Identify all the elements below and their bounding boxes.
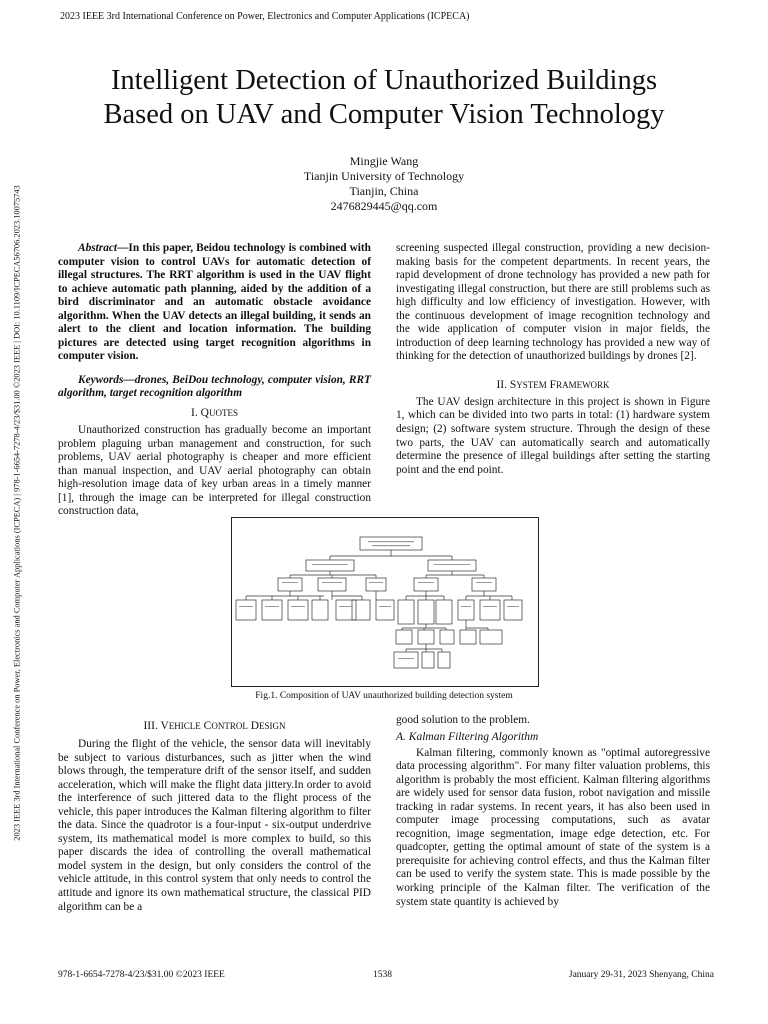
section-3-heading: III. VEHICLE CONTROL DESIGN <box>143 720 286 732</box>
section-1-heading: I. QUOTES <box>191 407 238 420</box>
right-column-bottom <box>396 714 710 909</box>
keywords-label: Keywords <box>78 373 124 386</box>
section-2-text: The UAV design architecture in this project is shown in Figure 1, which can be divided into two parts in total: (1) hardware system design; (2) software system structure. Through the design of these two parts, the UAV can automatically search and automatically determine the presence of illegal buildings after setting the starting point and the end point. <box>396 395 710 476</box>
abstract-label: Abstract <box>78 242 118 254</box>
figure-1-frame <box>231 517 539 687</box>
footer-isbn: 978-1-6654-7278-4/23/$31.00 ©2023 IEEE <box>58 970 225 980</box>
section-3-text: During the flight of the vehicle, the sensor data will inevitably be subject to various disturbances, such as jitter when the wind blows through, the temperature drift of the sensor itself, and sudden acceleration, which will make the flight data jittery.In order to avoid the interference of such jittered data to the flight process of the vehicle, this paper introduces the Kalman filtering algorithm to filter the data. Since the quadrotor is a four-input - six-output underdrive system, its mathematical model is more complex to build, so this paper discards the idea of controlling the overall mathematical model system in the design, but only considers the control of the vehicle attitude, in this control system that only needs to control the attitude and ignore its own mathematical structure, the classical PID algorithm can be a <box>58 738 371 913</box>
quotes-continuation: screening suspected illegal construction, providing a new decision-making basis for the competent departments. In recent years, the rapid development of drone technology has provided a new path for investigating illegal construction, but there are still problems such as high difficulty and low efficiency of investigation. However, with the continuous development of image recognition technology and the wide application of computer vision in major fields, the introduction of deep learning technology has provided a new way of thinking for the detection of unauthorized buildings by drones [2]. <box>396 242 710 363</box>
title-line-2: Based on UAV and Computer Vision Technology <box>103 99 665 130</box>
author-email: 2476829445@qq.com <box>330 199 438 213</box>
footer-page-number: 1538 <box>373 970 392 980</box>
left-column-bottom <box>58 719 371 914</box>
doi-sidebar <box>12 130 22 895</box>
right-column-top <box>396 242 710 477</box>
keywords <box>58 374 371 401</box>
figure-1-diagram <box>232 518 538 686</box>
paper-title <box>40 64 728 132</box>
keywords-text: —drones, BeiDou technology, computer vision, RRT algorithm, target recognition algorithm <box>58 373 371 400</box>
subsection-a-heading: A. Kalman Filtering Algorithm <box>396 730 539 743</box>
section-1-text: Unauthorized construction has gradually become an important problem plaguing urban management and construction, for such problems, UAV aerial photography is cheaper and more efficient than manual inspection, and UAV aerial photography can obtain high-resolution image data of key urban areas in a timely manner [1], through the image can be interpreted for illegal construction construction data, <box>58 424 371 518</box>
author-city: Tianjin, China <box>349 184 419 198</box>
section-2-heading: II. SYSTEM FRAMEWORK <box>496 378 610 391</box>
title-line-1: Intelligent Detection of Unauthorized Buildings <box>110 65 658 96</box>
author-block <box>40 154 728 214</box>
abstract <box>58 242 371 364</box>
author-affiliation: Tianjin University of Technology <box>303 169 465 183</box>
figure-1-caption: Fig.1. Composition of UAV unauthorized building detection system <box>255 691 513 701</box>
pid-continuation: good solution to the problem. <box>396 714 530 726</box>
conference-header: 2023 IEEE 3rd International Conference on Power, Electronics and Computer Applications (ICPECA) <box>60 11 470 22</box>
subsection-a-text: Kalman filtering, commonly known as "optimal autoregressive data processing algorithm". For many filter valuation problems, this algorithm is probably the most efficient. Kalman filtering algorithms are widely used for sensor data fusion, robot navigation and missile tracking in radar systems. In recent years, it has also been used in computer image processing computations, such as avatar recognition, image segmentation, image edge detection, etc. For quadcopter, getting the optimal amount of state of the system is a prerequisite for achieving control effects, and thus the Kalman filter can be used to verify the system state. This is made possible by the working principle of the Kalman filter. The verification of the system state quantity is achieved by <box>396 746 710 908</box>
abstract-text: —In this paper, Beidou technology is combined with computer vision to control UAVs for automatic detection of illegal structures. The RRT algorithm is used in the UAV flight to achieve automatic path planning, aided by the addition of a bird discriminator and an automatic obstacle avoidance algorithm. When the UAV detects an illegal building, it sends an alert to the client and location information. The building pictures are detected using target recognition algorithms in computer vision. <box>58 242 371 363</box>
author-name: Mingjie Wang <box>349 154 419 168</box>
doi-sidebar-text: 2023 IEEE 3rd International Conference on Power, Electronics and Computer Applications (ICPECA) | 978-1-6654-7278-4/23/$31.00 ©2023 IEEE | DOI: 10.1109/ICPECA56706.2023.10075743 <box>12 184 22 841</box>
left-column-top <box>58 242 371 519</box>
footer-date-location: January 29-31, 2023 Shenyang, China <box>568 970 714 980</box>
